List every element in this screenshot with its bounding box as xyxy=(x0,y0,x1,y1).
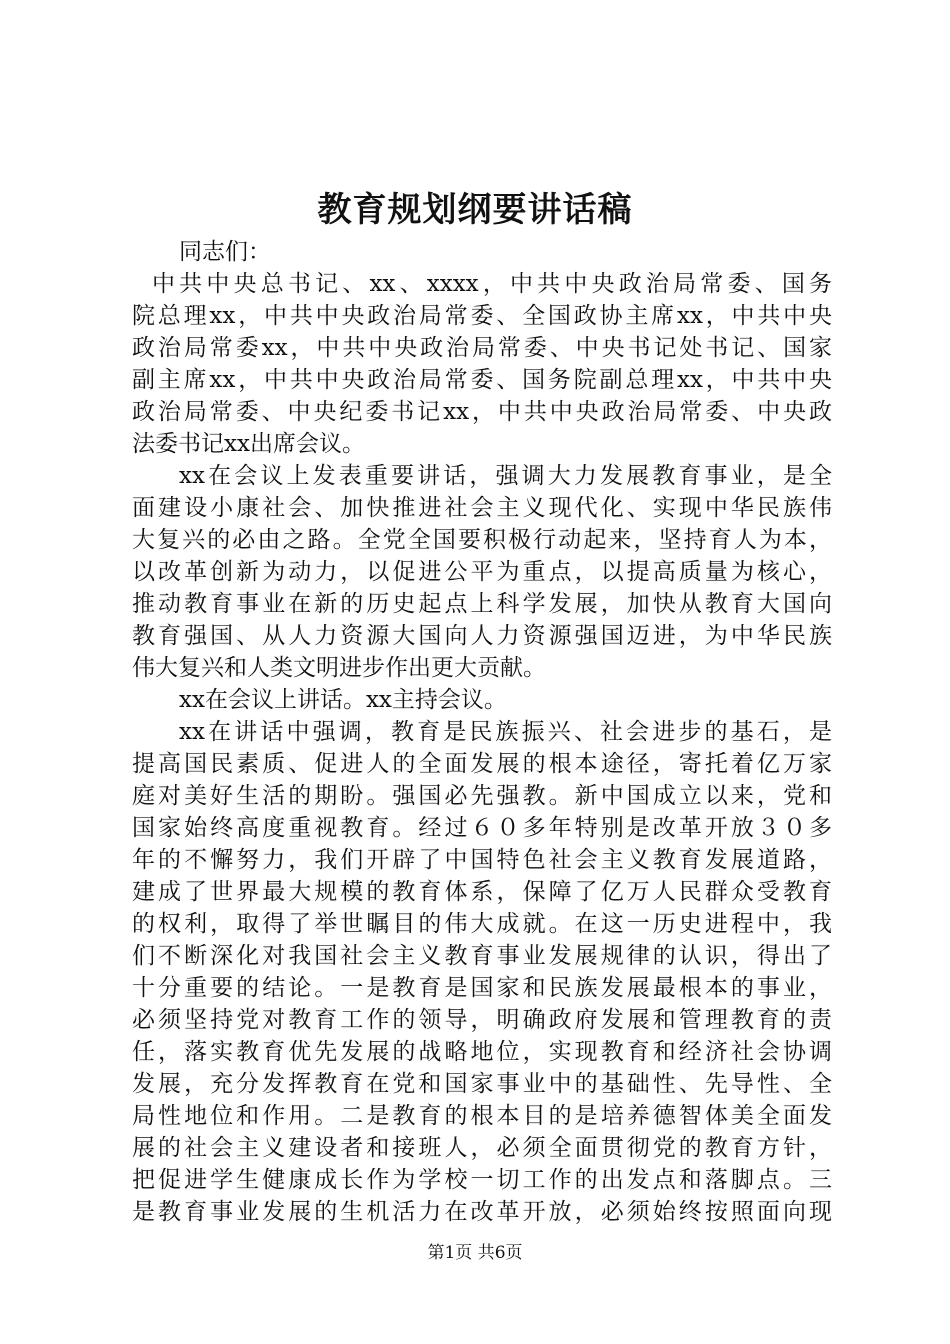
document-body xyxy=(132,236,832,1228)
text-line: 推动教育事业在新的历史起点上科学发展，加快从教育大国向 xyxy=(132,591,832,617)
text-line: 大复兴的必由之路。全党全国要积极行动起来，坚持育人为本， xyxy=(132,527,832,553)
text-line: 副主席xx，中共中央政治局常委、国务院副总理xx，中共中央 xyxy=(132,367,832,393)
page-number-footer: 第1页 共6页 xyxy=(427,1243,523,1263)
text-line: 法委书记xx出席会议。 xyxy=(132,431,365,457)
text-line: 年的不懈努力，我们开辟了中国特色社会主义教育发展道路， xyxy=(132,847,832,873)
text-line: 十分重要的结论。一是教育是国家和民族发展最根本的事业， xyxy=(132,975,832,1001)
text-line: 政治局常委、中央纪委书记xx，中共中央政治局常委、中央政 xyxy=(132,399,832,425)
text-line: xx在讲话中强调，教育是民族振兴、社会进步的基石，是 xyxy=(179,719,832,745)
text-line: 中共中央总书记、xx、xxxx，中共中央政治局常委、国务 xyxy=(152,271,832,297)
text-line: 同志们： xyxy=(179,239,271,265)
document-title: 教育规划纲要讲话稿 xyxy=(317,190,633,230)
text-line: 以改革创新为动力，以促进公平为重点，以提高质量为核心， xyxy=(132,559,832,585)
text-line: 建成了世界最大规模的教育体系，保障了亿万人民群众受教育 xyxy=(132,879,832,905)
text-line: 局性地位和作用。二是教育的根本目的是培养德智体美全面发 xyxy=(132,1103,832,1129)
text-line: 必须坚持党对教育工作的领导，明确政府发展和管理教育的责 xyxy=(132,1007,832,1033)
text-line: 发展，充分发挥教育在党和国家事业中的基础性、先导性、全 xyxy=(132,1071,832,1097)
text-line: 展的社会主义建设者和接班人，必须全面贯彻党的教育方针， xyxy=(132,1135,832,1161)
text-line: 任，落实教育优先发展的战略地位，实现教育和经济社会协调 xyxy=(132,1039,832,1065)
text-line: 教育强国、从人力资源大国向人力资源强国迈进，为中华民族 xyxy=(132,623,832,649)
text-line: xx在会议上讲话。xx主持会议。 xyxy=(179,687,507,713)
text-line: 面建设小康社会、加快推进社会主义现代化、实现中华民族伟 xyxy=(132,495,832,521)
text-line: 院总理xx，中共中央政治局常委、全国政协主席xx，中共中央 xyxy=(132,303,832,329)
text-line: xx在会议上发表重要讲话，强调大力发展教育事业，是全 xyxy=(179,463,832,489)
text-line: 提高国民素质、促进人的全面发展的根本途径，寄托着亿万家 xyxy=(132,751,832,777)
text-line: 政治局常委xx，中共中央政治局常委、中央书记处书记、国家 xyxy=(132,335,832,361)
text-line: 把促进学生健康成长作为学校一切工作的出发点和落脚点。三 xyxy=(132,1167,832,1193)
text-line: 伟大复兴和人类文明进步作出更大贡献。 xyxy=(132,655,546,681)
text-line: 是教育事业发展的生机活力在改革开放，必须始终按照面向现 xyxy=(132,1199,832,1225)
text-line: 国家始终高度重视教育。经过６０多年特别是改革开放３０多 xyxy=(132,815,832,841)
text-line: 们不断深化对我国社会主义教育事业发展规律的认识，得出了 xyxy=(132,943,832,969)
text-line: 的权利，取得了举世瞩目的伟大成就。在这一历史进程中，我 xyxy=(132,911,832,937)
text-line: 庭对美好生活的期盼。强国必先强教。新中国成立以来，党和 xyxy=(132,783,832,809)
